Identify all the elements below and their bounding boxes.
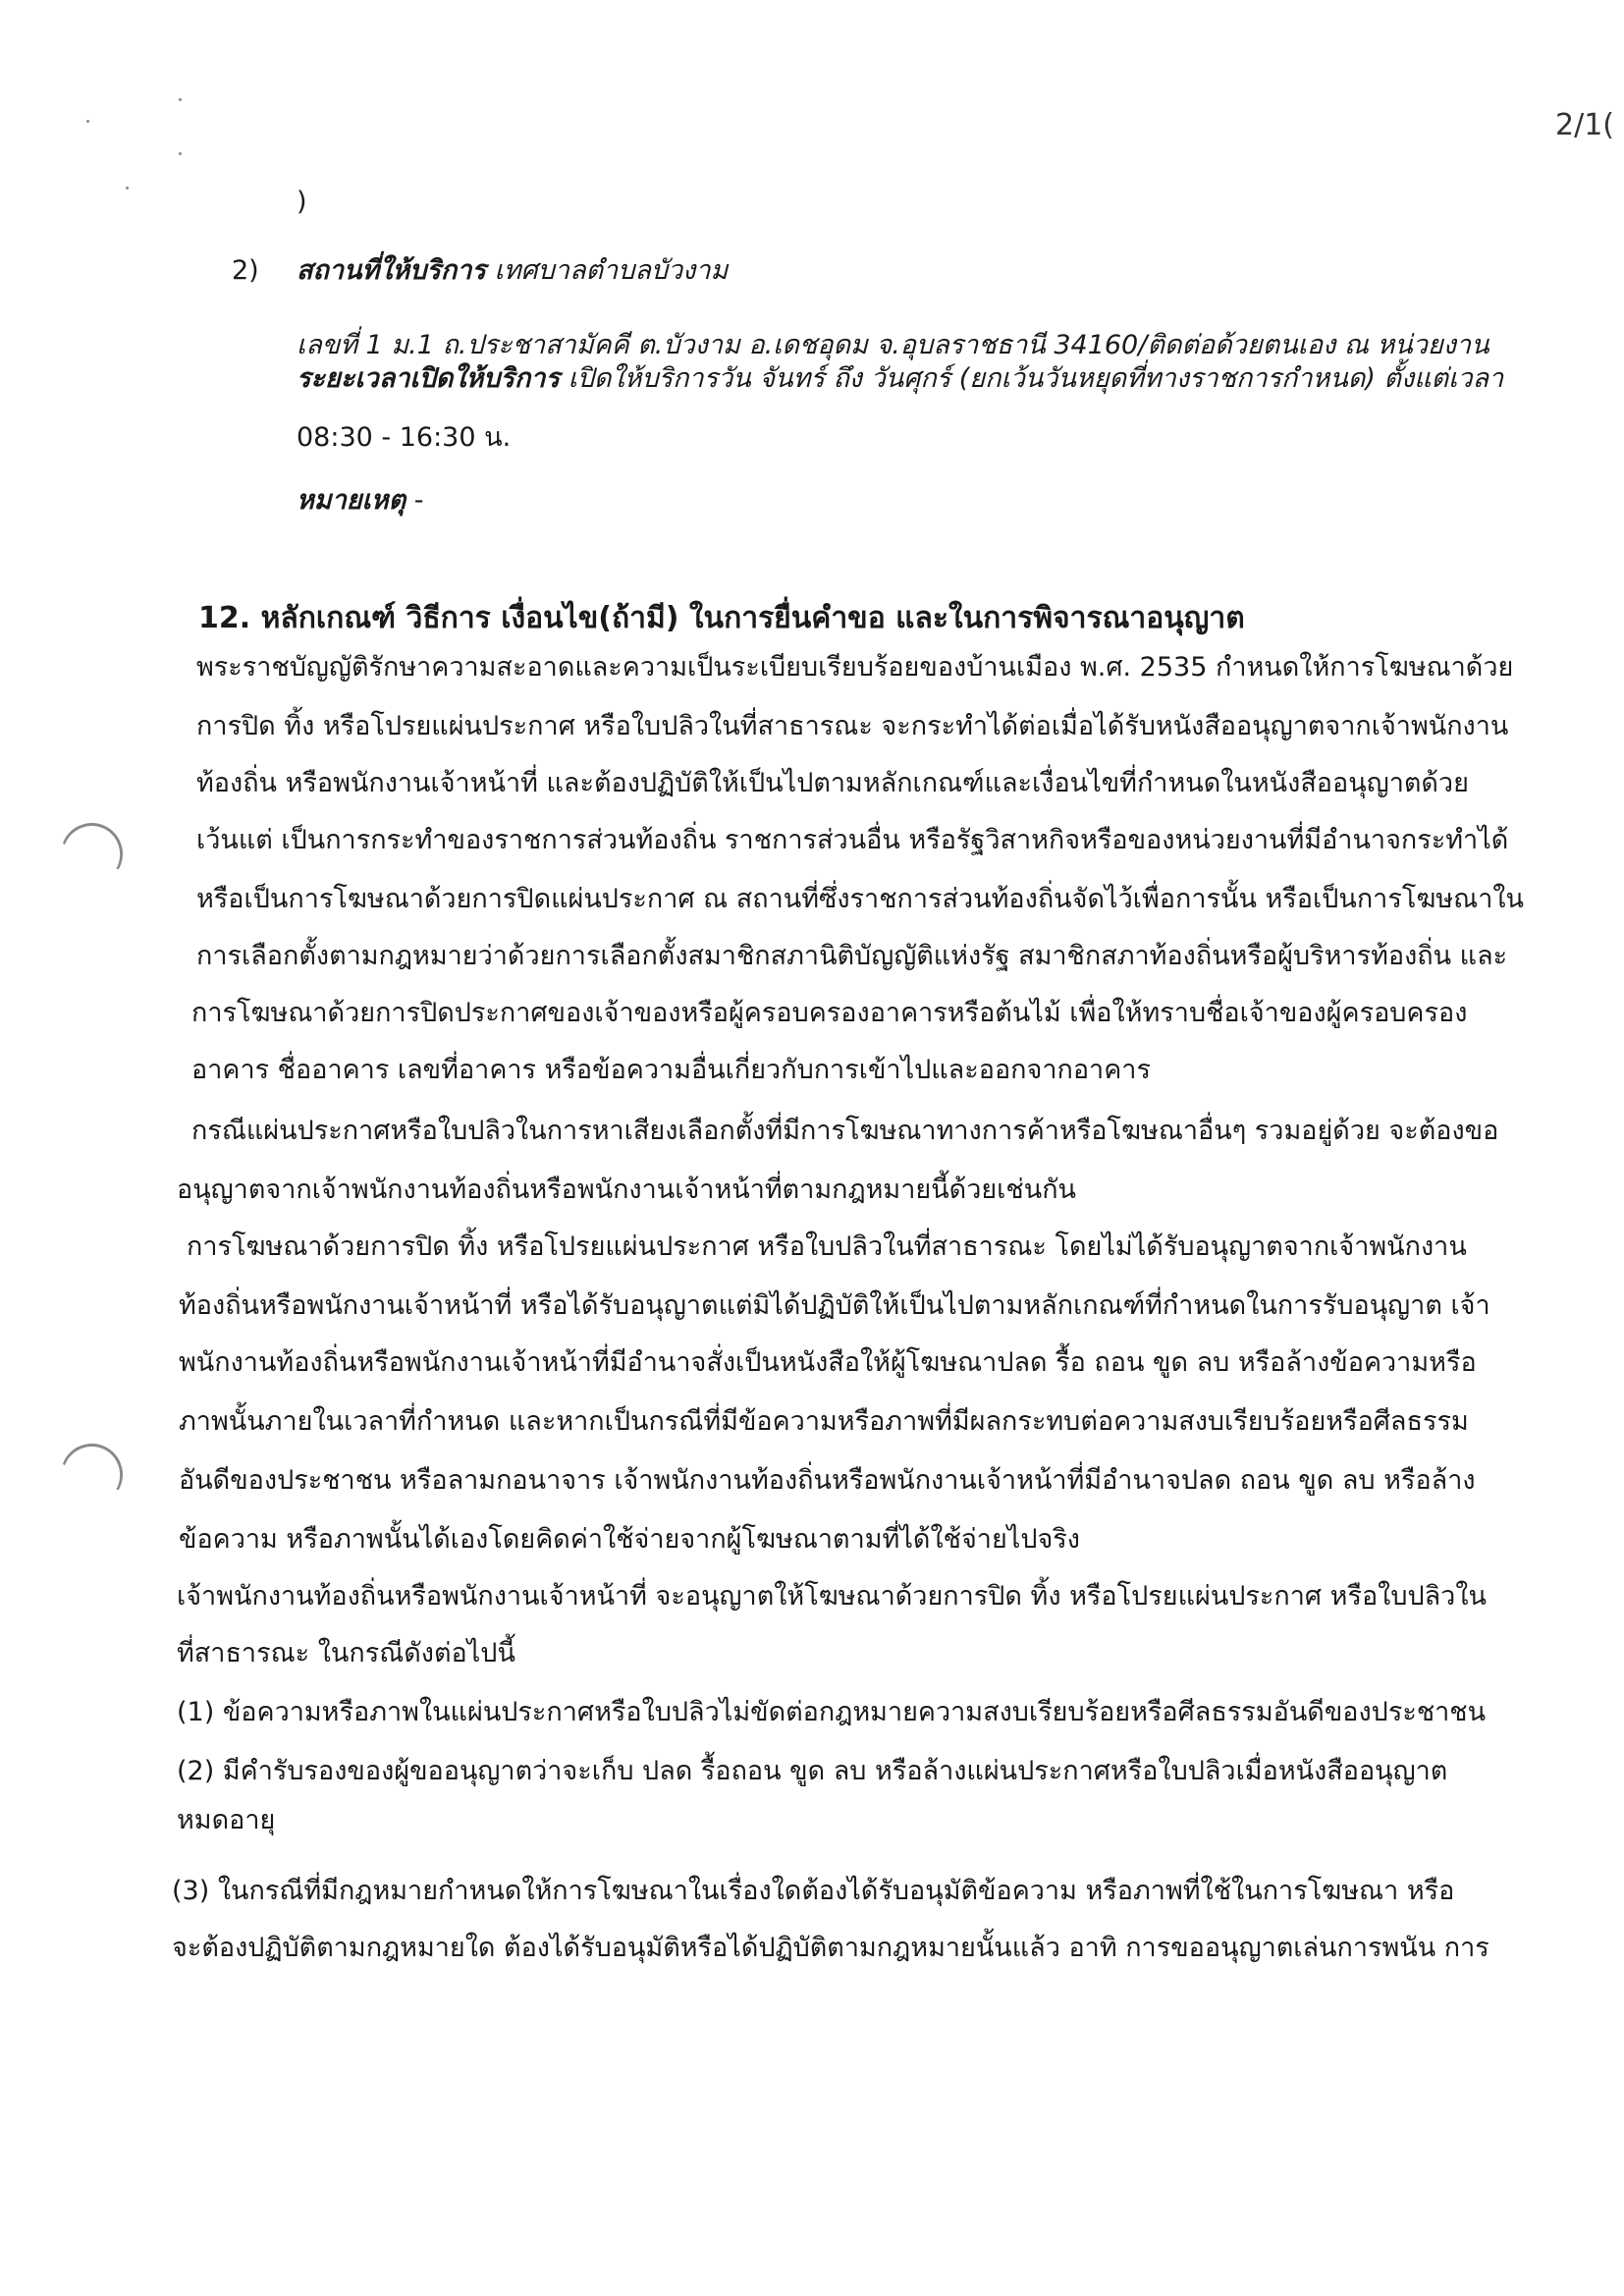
service-address: เลขที่ 1 ม.1 ถ.ประชาสามัคคี ต.บัวงาม อ.เดชอุดม จ.อุบลราชธานี 34160/ติดต่อด้วยตนเอง ณ หน่วยงาน — [297, 330, 1489, 360]
service-note-label: หมายเหตุ — [297, 485, 406, 516]
body-line: หมดอายุ — [177, 1805, 276, 1835]
body-line: ท้องถิ่นหรือพนักงานเจ้าหน้าที่ หรือได้รับอนุญาตแต่มิได้ปฏิบัติให้เป็นไปตามหลักเกณฑ์ที่กำหนดในการรับอนุญาต เจ้า — [179, 1290, 1490, 1321]
service-place-line — [297, 251, 728, 291]
service-hours-line — [297, 359, 1503, 399]
service-note-line — [297, 481, 423, 520]
body-line: กรณีแผ่นประกาศหรือใบปลิวในการหาเสียงเลือกตั้งที่มีการโฆษณาทางการค้าหรือโฆษณาอื่นๆ รวมอยู่ด้วย จะต้องขอ — [191, 1116, 1499, 1146]
service-hours-time: 08:30 - 16:30 น. — [297, 422, 512, 453]
service-place-value: เทศบาลตำบลบัวงาม — [494, 255, 729, 286]
service-hours-text: เปิดให้บริการวัน จันทร์ ถึง วันศุกร์ (ยกเว้นวันหยุดที่ทางราชการกำหนด) ตั้งแต่เวลา — [568, 363, 1504, 394]
scan-speck — [126, 187, 129, 190]
body-line: อันดีของประชาชน หรือลามกอนาจาร เจ้าพนักงานท้องถิ่นหรือพนักงานเจ้าหน้าที่มีอำนาจปลด ถอน ขูด ลบ หรือล้าง — [179, 1465, 1476, 1496]
body-line: พระราชบัญญัติรักษาความสะอาดและความเป็นระเบียบเรียบร้อยของบ้านเมือง พ.ศ. 2535 กำหนดให้การโฆษณาด้วย — [196, 652, 1514, 683]
body-line: หรือเป็นการโฆษณาด้วยการปิดแผ่นประกาศ ณ สถานที่ซึ่งราชการส่วนท้องถิ่นจัดไว้เพื่อการนั้น หรือเป็นการโฆษณาใน — [196, 884, 1525, 914]
body-line: เจ้าพนักงานท้องถิ่นหรือพนักงานเจ้าหน้าที่ จะอนุญาตให้โฆษณาด้วยการปิด ทิ้ง หรือโปรยแผ่นประกาศ หรือใบปลิวใน — [177, 1581, 1487, 1612]
service-place-number: 2) — [232, 255, 259, 286]
body-line: ที่สาธารณะ ในกรณีดังต่อไปนี้ — [177, 1638, 515, 1668]
body-line: การโฆษณาด้วยการปิดประกาศของเจ้าของหรือผู้ครอบครองอาคารหรือต้นไม้ เพื่อให้ทราบชื่อเจ้าของผู้ครอบครอง — [191, 998, 1468, 1028]
body-line: ข้อความ หรือภาพนั้นได้เองโดยคิดค่าใช้จ่ายจากผู้โฆษณาตามที่ได้ใช้จ่ายไปจริง — [179, 1524, 1080, 1555]
body-line: การปิด ทิ้ง หรือโปรยแผ่นประกาศ หรือใบปลิวในที่สาธารณะ จะกระทำได้ต่อเมื่อได้รับหนังสืออนุญาตจากเจ้าพนักงาน — [196, 711, 1509, 741]
scan-speck — [86, 120, 89, 123]
body-line: (2) มีคำรับรองของผู้ขออนุญาตว่าจะเก็บ ปลด รื้อถอน ขูด ลบ หรือล้างแผ่นประกาศหรือใบปลิวเมื่อหนังสืออนุญาต — [177, 1756, 1448, 1786]
punch-hole-mark — [52, 1435, 132, 1514]
body-line: (3) ในกรณีที่มีกฎหมายกำหนดให้การโฆษณาในเรื่องใดต้องได้รับอนุมัติข้อความ หรือภาพที่ใช้ในการโฆษณา หรือ — [172, 1876, 1455, 1906]
body-line: อนุญาตจากเจ้าพนักงานท้องถิ่นหรือพนักงานเจ้าหน้าที่ตามกฎหมายนี้ด้วยเช่นกัน — [177, 1175, 1076, 1205]
body-line: เว้นแต่ เป็นการกระทำของราชการส่วนท้องถิ่น ราชการส่วนอื่น หรือรัฐวิสาหกิจหรือของหน่วยงานที่มีอำนาจกระทำได้ — [196, 825, 1509, 855]
page-number: 2/1( — [1555, 108, 1614, 142]
service-note-value: - — [413, 485, 424, 516]
body-line: พนักงานท้องถิ่นหรือพนักงานเจ้าหน้าที่มีอำนาจสั่งเป็นหนังสือให้ผู้โฆษณาปลด รื้อ ถอน ขูด ลบ หรือล้างข้อความหรือ — [179, 1347, 1477, 1378]
body-line: จะต้องปฏิบัติตามกฎหมายใด ต้องได้รับอนุมัติหรือได้ปฏิบัติตามกฎหมายนั้นแล้ว อาทิ การขออนุญาตเล่นการพนัน การ — [172, 1933, 1489, 1963]
body-line: การเลือกตั้งตามกฎหมายว่าด้วยการเลือกตั้งสมาชิกสภานิติบัญญัติแห่งรัฐ สมาชิกสภาท้องถิ่นหรือผู้บริหารท้องถิ่น และ — [196, 941, 1508, 971]
service-place-label: สถานที่ให้บริการ — [297, 255, 486, 286]
body-line: ท้องถิ่น หรือพนักงานเจ้าหน้าที่ และต้องปฏิบัติให้เป็นไปตามหลักเกณฑ์และเงื่อนไขที่กำหนดในหนังสืออนุญาตด้วย — [196, 768, 1469, 798]
closing-parenthesis: ) — [297, 187, 307, 217]
body-line: ภาพนั้นภายในเวลาที่กำหนด และหากเป็นกรณีที่มีข้อความหรือภาพที่มีผลกระทบต่อความสงบเรียบร้อยหรือศีลธรรม — [179, 1406, 1469, 1437]
scan-speck — [179, 98, 182, 101]
punch-hole-mark — [52, 814, 132, 894]
body-line: (1) ข้อความหรือภาพในแผ่นประกาศหรือใบปลิวไม่ขัดต่อกฎหมายความสงบเรียบร้อยหรือศีลธรรมอันดีของประชาชน — [177, 1697, 1487, 1727]
body-line: การโฆษณาด้วยการปิด ทิ้ง หรือโปรยแผ่นประกาศ หรือใบปลิวในที่สาธารณะ โดยไม่ได้รับอนุญาตจากเจ้าพนักงาน — [187, 1231, 1467, 1262]
body-line: อาคาร ชื่ออาคาร เลขที่อาคาร หรือข้อความอื่นเกี่ยวกับการเข้าไปและออกจากอาคาร — [191, 1055, 1151, 1085]
service-hours-label: ระยะเวลาเปิดให้บริการ — [297, 363, 560, 394]
section-12-heading: 12. หลักเกณฑ์ วิธีการ เงื่อนไข(ถ้ามี) ในการยื่นคำขอ และในการพิจารณาอนุญาต — [198, 601, 1245, 635]
scan-speck — [179, 152, 182, 155]
